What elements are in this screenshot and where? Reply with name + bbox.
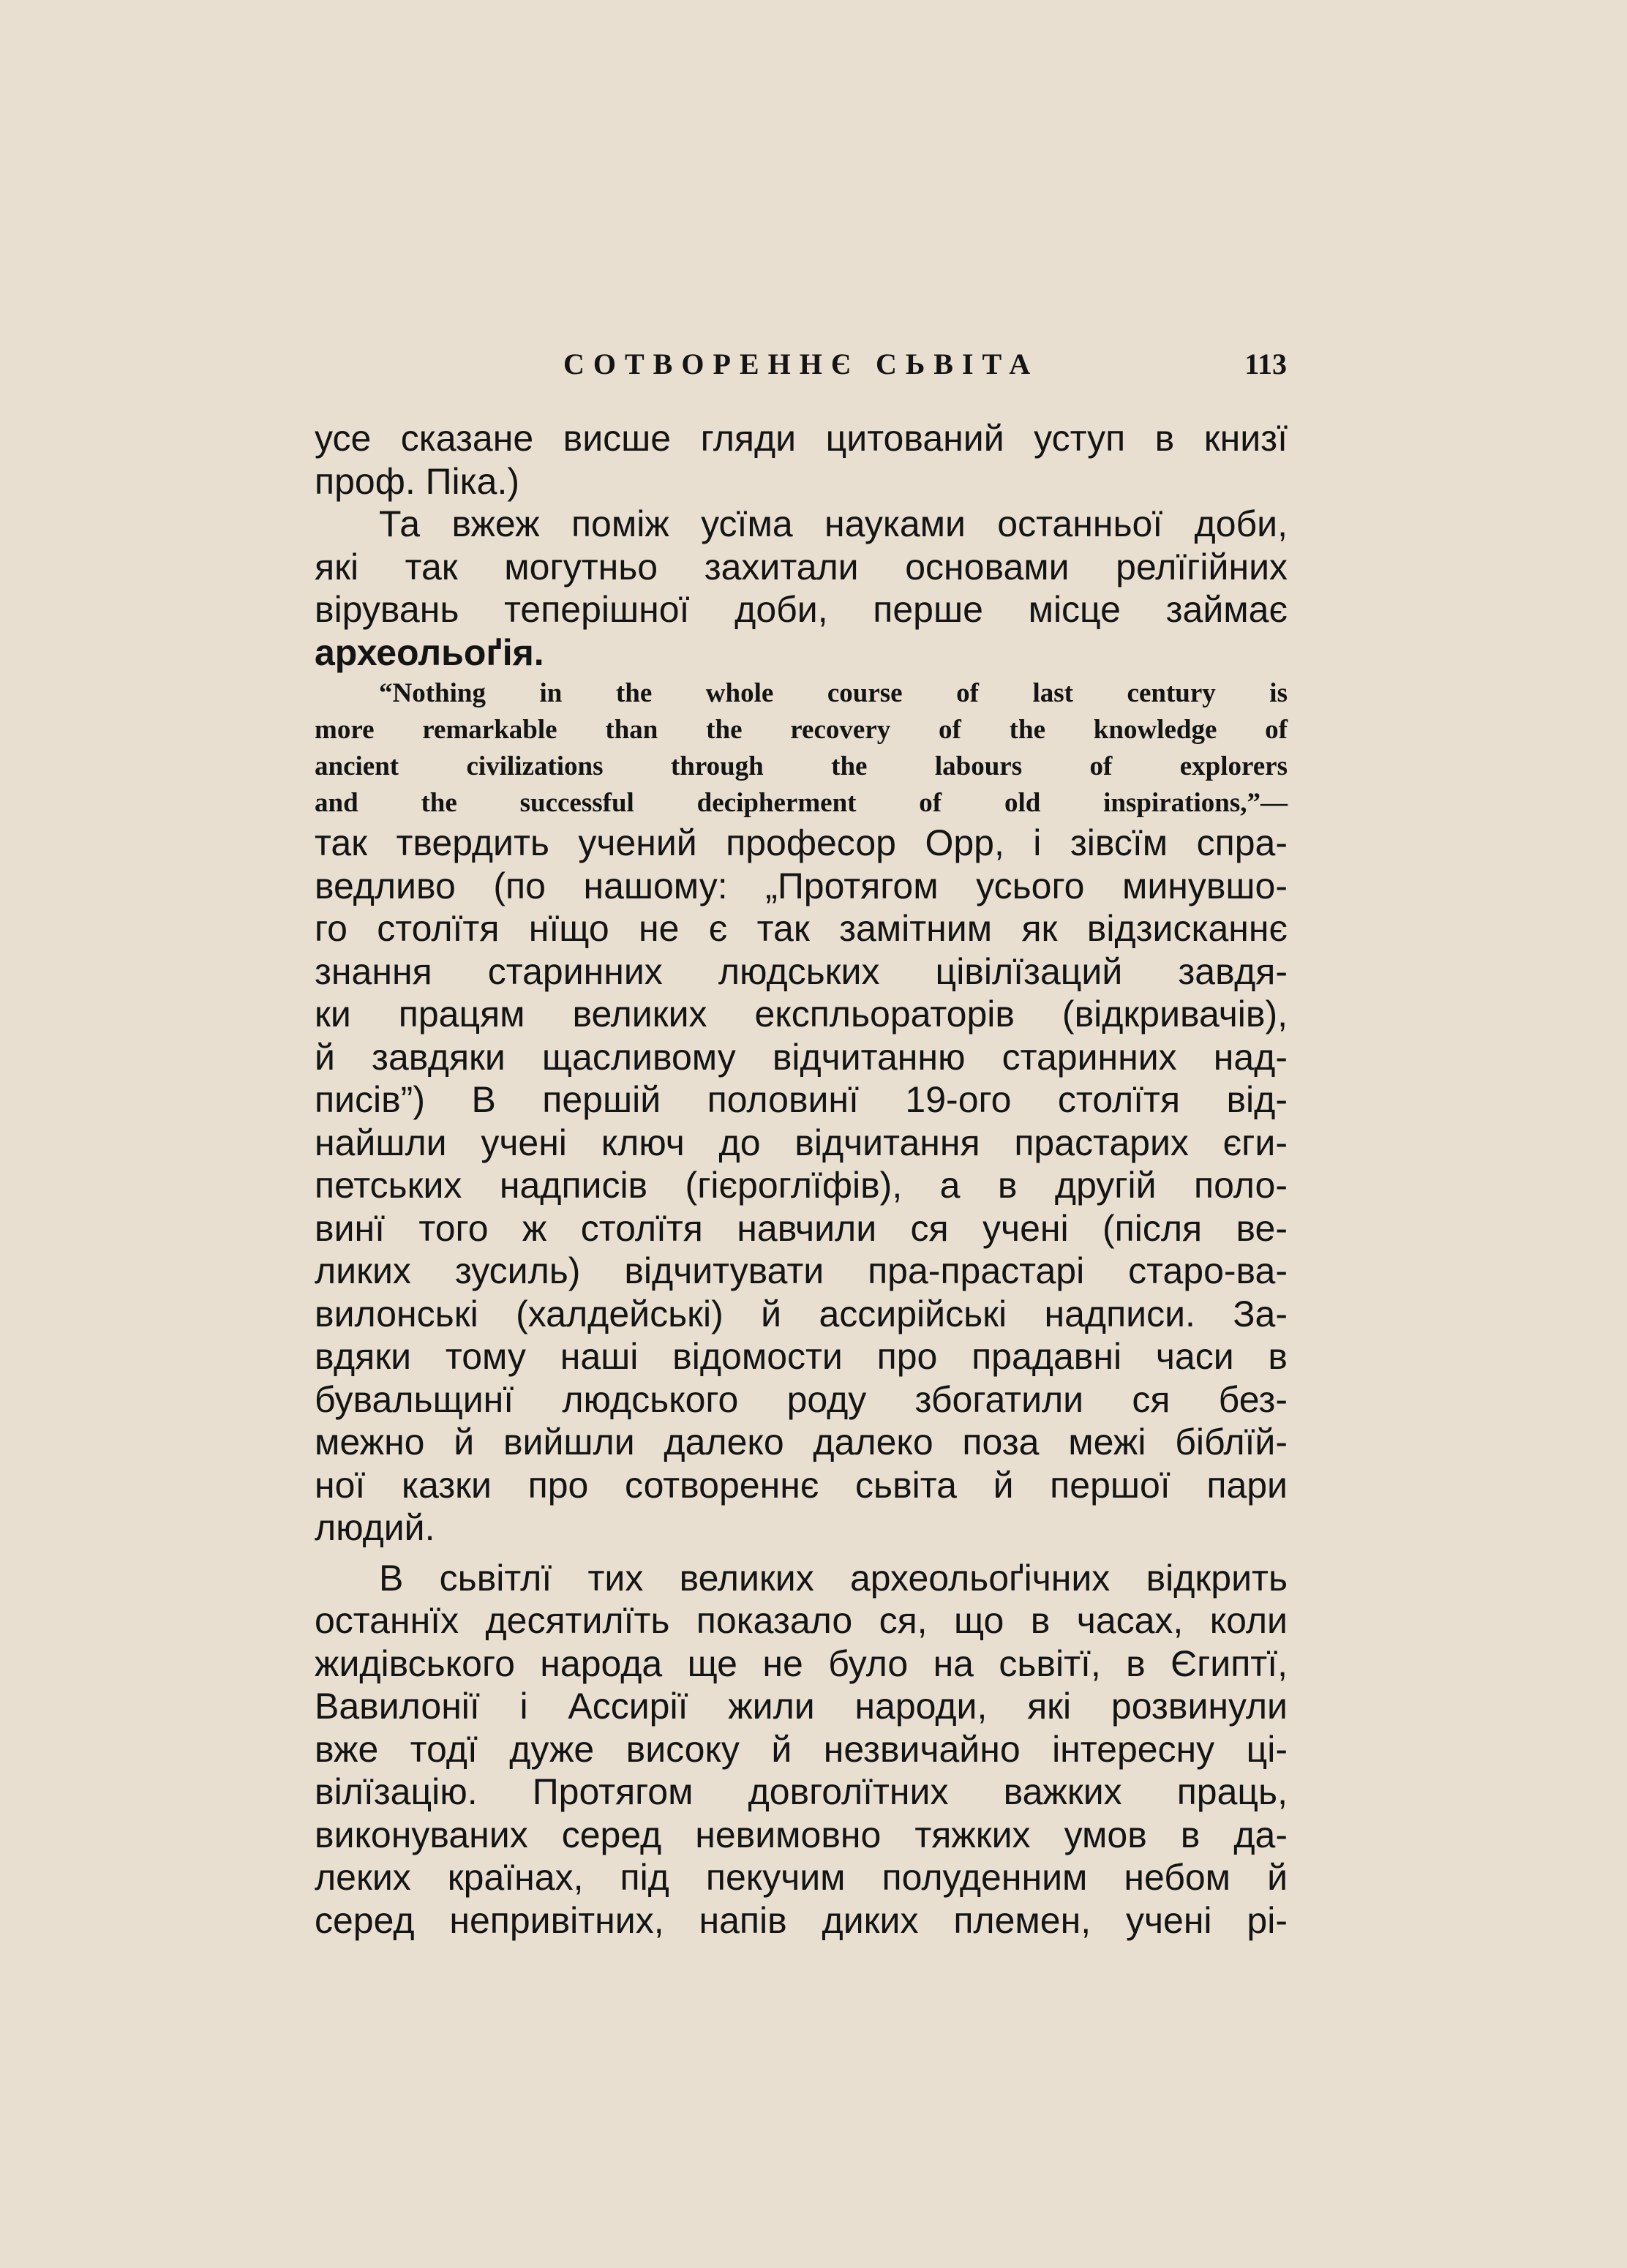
emphasized-term: археольоґія. xyxy=(315,631,544,673)
text-line: писів”) В першій половинї 19-ого столїтя від- xyxy=(315,1079,1288,1120)
text-line: й завдяки щасливому відчитанню старинних над- xyxy=(315,1036,1288,1078)
paragraph-gap xyxy=(315,1550,1288,1557)
text-line: останнїх десятилїть показало ся, що в часах, коли xyxy=(315,1600,1288,1641)
text-line: серед непривітних, напів диких племен, учені рі- xyxy=(315,1899,1288,1941)
paragraph-1 xyxy=(315,417,1288,503)
quote-line: “Nothing in the whole course of last century is xyxy=(379,678,1288,708)
text-line: леких країнах, під пекучим полуденним небом й xyxy=(315,1857,1288,1898)
text-line: які так могутньо захитали основами релїгійних xyxy=(315,546,1288,587)
running-title: СОТВОРЕННЄ СЬВІТА xyxy=(563,348,1040,380)
text-line: найшли учені ключ до відчитання прастарих єги- xyxy=(315,1122,1288,1163)
text-line: бувальщинї людського роду збогатили ся без- xyxy=(315,1378,1288,1420)
paragraph-4 xyxy=(315,1557,1288,1942)
text-line: вірувань теперішної доби, перше місце займає xyxy=(315,589,1288,630)
text-line: Вавилонії і Ассирії жили народи, які розвинули xyxy=(315,1686,1288,1727)
text-line: вже тодї дуже високу й незвичайно інтересну ці- xyxy=(315,1728,1288,1770)
text-line: вілїзацію. Протягом довголїтних важких праць, xyxy=(315,1771,1288,1812)
page-number: 113 xyxy=(1244,348,1287,380)
text-line: вилонські (халдейські) й ассирійські надписи. За- xyxy=(315,1293,1288,1334)
english-quote xyxy=(315,675,1288,822)
text-line: вдяки тому наші відомости про прадавні часи в xyxy=(315,1336,1288,1377)
text-line: Та вжеж поміж усїма науками останньої доби, xyxy=(379,503,1288,544)
text-line: проф. Піка.) xyxy=(315,460,519,502)
text-line: петських надписів (гієроглїфів), а в другій поло- xyxy=(315,1165,1288,1206)
text-line: ки працям великих експльораторів (відкривачів), xyxy=(315,994,1288,1035)
text-line: В сьвітлї тих великих археольоґічних відкрить xyxy=(379,1557,1288,1599)
text-line: ликих зусиль) відчитувати пра-прастарі старо-ва- xyxy=(315,1250,1288,1291)
text-line: межно й вийшли далеко далеко поза межі біблїй- xyxy=(315,1422,1288,1462)
quote-line: and the successful decipherment of old inspirations,”— xyxy=(315,788,1288,818)
text-line: людий. xyxy=(315,1507,435,1548)
quote-line: ancient civilizations through the labours of explorers xyxy=(315,751,1288,781)
text-line: ної казки про сотвореннє сьвіта й першої пари xyxy=(315,1464,1288,1506)
text-line: виконуваних серед невимовно тяжких умов в да- xyxy=(315,1814,1288,1855)
text-line: го столїтя нїщо не є так замітним як відзисканнє xyxy=(315,908,1288,949)
page-header xyxy=(315,347,1287,388)
text-line: усе сказане висше гляди цитований уступ в книзї xyxy=(315,418,1288,459)
body-text xyxy=(315,417,1288,1942)
text-line: жидівського народа ще не було на сьвітї, в Єгиптї, xyxy=(315,1642,1288,1684)
text-line: винї того ж столїтя навчили ся учені (після ве- xyxy=(315,1207,1288,1249)
text-line: знання старинних людських цівілїзаций завдя- xyxy=(315,950,1288,992)
text-line: ведливо (по нашому: „Протягом усього минувшо- xyxy=(315,865,1288,906)
paragraph-3 xyxy=(315,822,1288,1550)
quote-line: more remarkable than the recovery of the knowledge of xyxy=(315,715,1288,745)
text-line: так твердить учений професор Орр, і зівсїм спра- xyxy=(315,822,1288,863)
paragraph-2 xyxy=(315,503,1288,674)
